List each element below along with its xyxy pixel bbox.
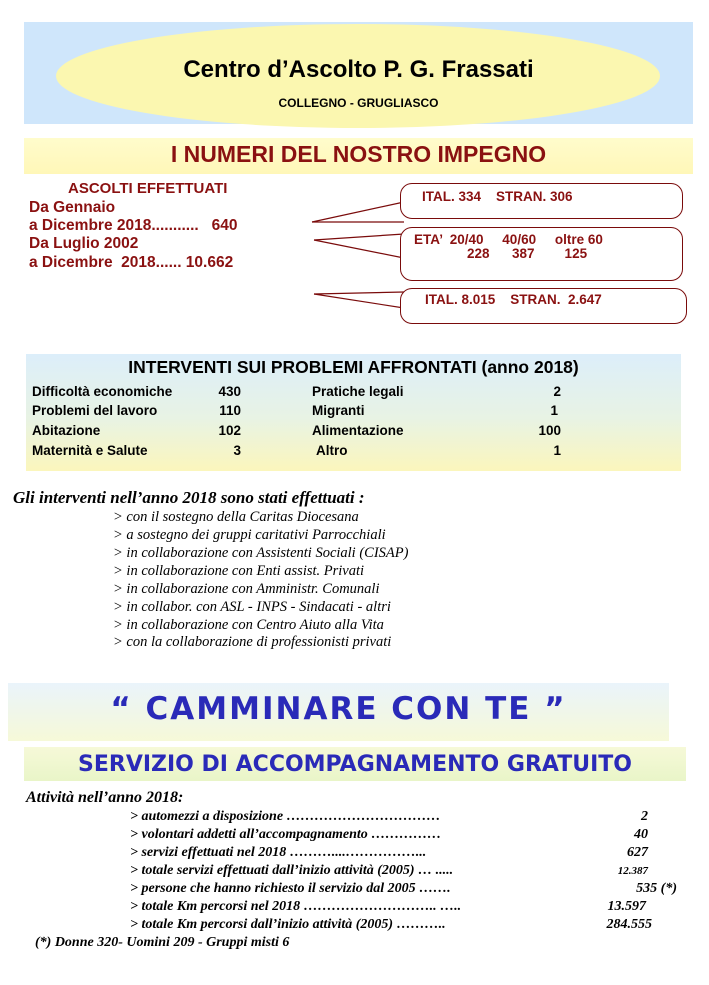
interventi-right-label: Alimentazione	[312, 423, 404, 438]
interventi-right-label: Altro	[316, 443, 348, 458]
bubble-age-values: 228 387 125	[467, 246, 588, 261]
interventi-right-value: 2	[553, 384, 561, 399]
attivita-value: 284.555	[606, 917, 652, 932]
attivita-label: > totale Km percorsi nel 2018 ……………………….. …..	[130, 899, 462, 914]
effettuati-item: > in collaborazione con Amministr. Comunali	[113, 581, 380, 597]
ascolti-line: Da Gennaio	[29, 199, 116, 216]
attivita-footnote: (*) Donne 320- Uomini 209 - Gruppi misti 6	[35, 935, 290, 950]
attivita-intro: Attività nell’anno 2018:	[26, 789, 184, 806]
attivita-label: > automezzi a disposizione ……………………………	[130, 809, 441, 824]
attivita-label: > persone che hanno richiesto il servizio dal 2005 …….	[130, 881, 451, 896]
effettuati-item: > con il sostegno della Caritas Diocesana	[113, 509, 359, 525]
attivita-label: > servizi effettuati nel 2018 ………....……………...	[130, 845, 427, 860]
bubble-nationality-2018-text: ITAL. 334 STRAN. 306	[422, 189, 573, 204]
attivita-label: > volontari addetti all’accompagnamento ……………	[130, 827, 442, 842]
interventi-right-value: 1	[550, 403, 558, 418]
interventi-left-value: 110	[219, 403, 241, 418]
interventi-left-value: 430	[218, 384, 241, 399]
ascolti-heading: ASCOLTI EFFETTUATI	[68, 180, 228, 197]
attivita-label: > totale Km percorsi dall’inizio attività (2005) ………..	[130, 917, 446, 932]
attivita-value: 535 (*)	[636, 881, 677, 896]
attivita-value: 2	[641, 809, 648, 824]
attivita-value: 13.597	[607, 899, 646, 914]
interventi-left-label: Maternità e Salute	[32, 443, 148, 458]
ascolti-line: Da Luglio 2002	[29, 235, 139, 252]
page-title: Centro d’Ascolto P. G. Frassati	[183, 56, 534, 83]
ascolti-line: a Dicembre 2018...... 10.662	[29, 254, 234, 271]
effettuati-item: > in collaborazione con Assistenti Sociali (CISAP)	[113, 545, 409, 561]
interventi-right-label: Pratiche legali	[312, 384, 404, 399]
effettuati-item: > in collaborazione con Enti assist. Privati	[113, 563, 365, 579]
interventi-left-label: Abitazione	[32, 423, 101, 438]
interventi-right-value: 1	[553, 443, 561, 458]
attivita-value: 12.387	[617, 865, 648, 877]
attivita-value: 40	[634, 827, 648, 842]
attivita-label: > totale servizi effettuati dall’inizio attività (2005) … .....	[130, 863, 454, 878]
interventi-left-label: Difficoltà economiche	[32, 384, 173, 399]
interventi-left-value: 3	[233, 443, 241, 458]
effettuati-item: > a sostegno dei gruppi caritativi Parrocchiali	[113, 527, 386, 543]
ascolti-line: a Dicembre 2018........... 640	[29, 217, 238, 234]
interventi-right-value: 100	[538, 423, 561, 438]
interventi-right-label: Migranti	[312, 403, 365, 418]
bubble-age-labels: ETA’ 20/40 40/60 oltre 60	[414, 232, 603, 247]
camminare-title: “ CAMMINARE CON TE ”	[110, 691, 567, 727]
bubble-nationality-total-text: ITAL. 8.015 STRAN. 2.647	[425, 292, 602, 307]
attivita-value: 627	[627, 845, 648, 860]
effettuati-intro: Gli interventi nell’anno 2018 sono stati effettuati :	[13, 488, 365, 507]
effettuati-item: > con la collaborazione di professionisti privati	[113, 634, 392, 650]
page-subtitle: COLLEGNO - GRUGLIASCO	[278, 96, 439, 110]
effettuati-item: > in collaborazione con Centro Aiuto alla Vita	[113, 617, 384, 633]
interventi-title: INTERVENTI SUI PROBLEMI AFFRONTATI (anno 2018)	[128, 357, 579, 377]
interventi-left-label: Problemi del lavoro	[32, 403, 158, 418]
numbers-title: I NUMERI DEL NOSTRO IMPEGNO	[170, 141, 547, 167]
servizio-title: SERVIZIO DI ACCOMPAGNAMENTO GRATUITO	[78, 752, 632, 777]
effettuati-item: > in collabor. con ASL - INPS - Sindacati - altri	[113, 599, 391, 615]
interventi-left-value: 102	[218, 423, 241, 438]
